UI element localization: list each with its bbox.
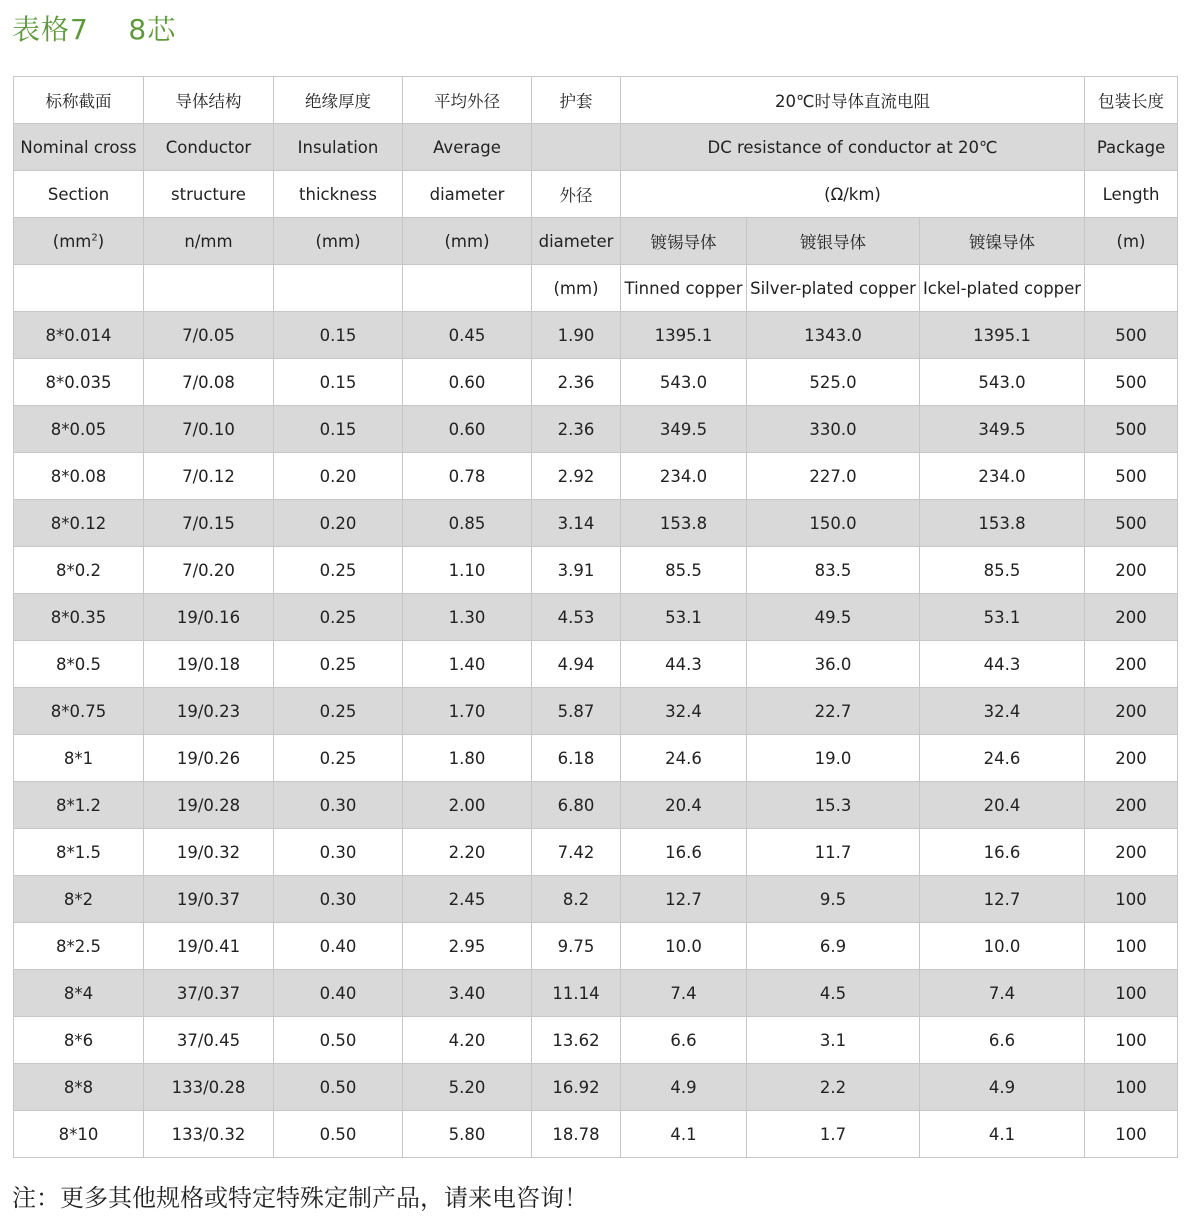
- header-row-sub: [14, 265, 1178, 312]
- table-cell: 1395.1: [621, 312, 747, 359]
- table-cell: 11.14: [532, 970, 621, 1017]
- table-cell: 7/0.05: [144, 312, 274, 359]
- table-cell: 7/0.15: [144, 500, 274, 547]
- table-cell: 3.91: [532, 547, 621, 594]
- header-cell: Ickel-plated copper: [920, 265, 1085, 312]
- header-row-unit: [14, 218, 1178, 265]
- table-cell: 19/0.18: [144, 641, 274, 688]
- table-cell: 200: [1085, 829, 1178, 876]
- table-cell: 8.2: [532, 876, 621, 923]
- header-cell: Section: [14, 171, 144, 218]
- table-cell: 8*0.05: [14, 406, 144, 453]
- table-row: [14, 829, 1178, 876]
- table-cell: 18.78: [532, 1111, 621, 1158]
- table-cell: 100: [1085, 923, 1178, 970]
- header-cell: 平均外径: [403, 77, 532, 124]
- table-cell: 19/0.23: [144, 688, 274, 735]
- table-row: [14, 359, 1178, 406]
- table-cell: 330.0: [747, 406, 920, 453]
- header-cell: (Ω/km): [621, 171, 1085, 218]
- table-cell: 19/0.28: [144, 782, 274, 829]
- table-cell: 53.1: [920, 594, 1085, 641]
- table-cell: 0.15: [274, 312, 403, 359]
- table-cell: 153.8: [920, 500, 1085, 547]
- table-cell: 4.20: [403, 1017, 532, 1064]
- table-cell: 3.40: [403, 970, 532, 1017]
- table-cell: 19/0.41: [144, 923, 274, 970]
- header-cell: diameter: [532, 218, 621, 265]
- table-cell: 153.8: [621, 500, 747, 547]
- table-cell: 4.9: [920, 1064, 1085, 1111]
- table-cell: 15.3: [747, 782, 920, 829]
- table-cell: 8*1.5: [14, 829, 144, 876]
- table-cell: 9.75: [532, 923, 621, 970]
- table-cell: 2.36: [532, 359, 621, 406]
- table-cell: 234.0: [920, 453, 1085, 500]
- table-cell: 234.0: [621, 453, 747, 500]
- table-cell: 8*2.5: [14, 923, 144, 970]
- unit-superscript: 2: [91, 232, 98, 243]
- table-cell: 0.25: [274, 594, 403, 641]
- page-title: 表格7 8芯: [12, 13, 177, 46]
- table-cell: 8*0.5: [14, 641, 144, 688]
- table-cell: 8*1: [14, 735, 144, 782]
- table-row: [14, 970, 1178, 1017]
- table-cell: 8*0.08: [14, 453, 144, 500]
- table-cell: 1343.0: [747, 312, 920, 359]
- table-cell: 10.0: [621, 923, 747, 970]
- header-cell: Tinned copper: [621, 265, 747, 312]
- table-cell: 100: [1085, 1017, 1178, 1064]
- header-cell: [403, 265, 532, 312]
- table-cell: 53.1: [621, 594, 747, 641]
- header-cell: Length: [1085, 171, 1178, 218]
- table-cell: 0.60: [403, 359, 532, 406]
- table-row: [14, 594, 1178, 641]
- table-cell: 4.53: [532, 594, 621, 641]
- table-cell: 2.45: [403, 876, 532, 923]
- table-cell: 7/0.20: [144, 547, 274, 594]
- table-cell: 5.87: [532, 688, 621, 735]
- header-cell: [144, 265, 274, 312]
- table-cell: 0.30: [274, 876, 403, 923]
- header-cell: [14, 265, 144, 312]
- table-row: [14, 782, 1178, 829]
- table-cell: 500: [1085, 500, 1178, 547]
- table-row: [14, 876, 1178, 923]
- table-cell: 6.6: [621, 1017, 747, 1064]
- table-cell: 0.60: [403, 406, 532, 453]
- table-cell: 3.14: [532, 500, 621, 547]
- table-cell: 2.36: [532, 406, 621, 453]
- table-cell: 4.9: [621, 1064, 747, 1111]
- table-cell: 1.40: [403, 641, 532, 688]
- table-cell: 200: [1085, 735, 1178, 782]
- table-cell: 2.2: [747, 1064, 920, 1111]
- table-cell: 0.40: [274, 923, 403, 970]
- table-cell: 200: [1085, 547, 1178, 594]
- header-cell: (m): [1085, 218, 1178, 265]
- table-cell: 200: [1085, 641, 1178, 688]
- table-cell: 83.5: [747, 547, 920, 594]
- header-cell: thickness: [274, 171, 403, 218]
- table-cell: 7/0.12: [144, 453, 274, 500]
- header-cell: 镀镍导体: [920, 218, 1085, 265]
- table-cell: 7.4: [920, 970, 1085, 1017]
- table-cell: 227.0: [747, 453, 920, 500]
- table-cell: 0.20: [274, 500, 403, 547]
- table-cell: 24.6: [920, 735, 1085, 782]
- table-cell: 133/0.28: [144, 1064, 274, 1111]
- table-cell: 37/0.45: [144, 1017, 274, 1064]
- table-cell: 0.78: [403, 453, 532, 500]
- header-cell: 外径: [532, 171, 621, 218]
- header-cell: Insulation: [274, 124, 403, 171]
- table-row: [14, 735, 1178, 782]
- header-cell: DC resistance of conductor at 20℃: [621, 124, 1085, 171]
- table-cell: 8*0.35: [14, 594, 144, 641]
- table-cell: 0.15: [274, 406, 403, 453]
- table-cell: 16.6: [621, 829, 747, 876]
- table-cell: 4.5: [747, 970, 920, 1017]
- table-cell: 100: [1085, 970, 1178, 1017]
- table-cell: 0.45: [403, 312, 532, 359]
- table-cell: 200: [1085, 782, 1178, 829]
- header-cell: 绝缘厚度: [274, 77, 403, 124]
- table-cell: 150.0: [747, 500, 920, 547]
- table-cell: 0.50: [274, 1064, 403, 1111]
- table-cell: 4.94: [532, 641, 621, 688]
- header-cell: n/mm: [144, 218, 274, 265]
- table-cell: 6.80: [532, 782, 621, 829]
- table-cell: 1.80: [403, 735, 532, 782]
- table-cell: 7.4: [621, 970, 747, 1017]
- table-cell: 8*0.2: [14, 547, 144, 594]
- header-cell: [274, 265, 403, 312]
- header-cell: Silver-plated copper: [747, 265, 920, 312]
- table-cell: 8*4: [14, 970, 144, 1017]
- table-cell: 22.7: [747, 688, 920, 735]
- table-cell: 1.70: [403, 688, 532, 735]
- unit-text: (mm: [52, 231, 92, 251]
- table-cell: 0.40: [274, 970, 403, 1017]
- table-row: [14, 406, 1178, 453]
- table-row: [14, 1064, 1178, 1111]
- table-cell: 0.15: [274, 359, 403, 406]
- table-cell: 8*1.2: [14, 782, 144, 829]
- header-cell: [1085, 265, 1178, 312]
- table-cell: 13.62: [532, 1017, 621, 1064]
- table-cell: 3.1: [747, 1017, 920, 1064]
- header-row-en2: [14, 171, 1178, 218]
- header-cell: structure: [144, 171, 274, 218]
- table-cell: 8*6: [14, 1017, 144, 1064]
- table-row: [14, 453, 1178, 500]
- table-row: [14, 500, 1178, 547]
- table-cell: 7/0.10: [144, 406, 274, 453]
- table-cell: 349.5: [920, 406, 1085, 453]
- header-cell: (mm): [532, 265, 621, 312]
- table-cell: 200: [1085, 688, 1178, 735]
- header-row-en1: [14, 124, 1178, 171]
- table-cell: 9.5: [747, 876, 920, 923]
- header-cell: 包装长度: [1085, 77, 1178, 124]
- table-cell: 2.20: [403, 829, 532, 876]
- table-cell: 16.6: [920, 829, 1085, 876]
- table-row: [14, 688, 1178, 735]
- table-cell: 100: [1085, 1111, 1178, 1158]
- table-cell: 8*0.75: [14, 688, 144, 735]
- table-row: [14, 547, 1178, 594]
- table-cell: 349.5: [621, 406, 747, 453]
- table-cell: 44.3: [621, 641, 747, 688]
- table-cell: 8*8: [14, 1064, 144, 1111]
- table-cell: 8*10: [14, 1111, 144, 1158]
- table-cell: 85.5: [920, 547, 1085, 594]
- table-cell: 19.0: [747, 735, 920, 782]
- table-cell: 7.42: [532, 829, 621, 876]
- table-cell: 100: [1085, 1064, 1178, 1111]
- table-cell: 0.25: [274, 547, 403, 594]
- table-cell: 1.10: [403, 547, 532, 594]
- table-cell: 8*0.014: [14, 312, 144, 359]
- table-cell: 500: [1085, 312, 1178, 359]
- table-cell: 5.80: [403, 1111, 532, 1158]
- table-cell: 8*0.035: [14, 359, 144, 406]
- header-cell: 20℃时导体直流电阻: [621, 77, 1085, 124]
- table-cell: 0.85: [403, 500, 532, 547]
- table-cell: 0.25: [274, 735, 403, 782]
- table-cell: 32.4: [621, 688, 747, 735]
- header-cell: (mm): [274, 218, 403, 265]
- table-cell: 500: [1085, 359, 1178, 406]
- table-cell: 200: [1085, 594, 1178, 641]
- table-cell: 37/0.37: [144, 970, 274, 1017]
- table-cell: 36.0: [747, 641, 920, 688]
- table-row: [14, 923, 1178, 970]
- table-cell: 20.4: [920, 782, 1085, 829]
- table-row: [14, 1017, 1178, 1064]
- table-cell: 6.18: [532, 735, 621, 782]
- header-cell: 标称截面: [14, 77, 144, 124]
- table-cell: 6.6: [920, 1017, 1085, 1064]
- table-row: [14, 1111, 1178, 1158]
- header-cell: diameter: [403, 171, 532, 218]
- unit-close: ): [97, 231, 105, 251]
- table-cell: 32.4: [920, 688, 1085, 735]
- table-cell: 1.90: [532, 312, 621, 359]
- table-cell: 11.7: [747, 829, 920, 876]
- header-row-cn: [14, 77, 1178, 124]
- table-cell: 2.00: [403, 782, 532, 829]
- table-cell: 0.50: [274, 1111, 403, 1158]
- table-cell: 500: [1085, 406, 1178, 453]
- footnote: 注：更多其他规格或特定特殊定制产品，请来电咨询！: [12, 1184, 588, 1212]
- table-cell: 24.6: [621, 735, 747, 782]
- header-cell: Average: [403, 124, 532, 171]
- table-cell: 1395.1: [920, 312, 1085, 359]
- table-cell: 19/0.32: [144, 829, 274, 876]
- table-cell: 12.7: [621, 876, 747, 923]
- header-cell: Package: [1085, 124, 1178, 171]
- table-cell: 2.95: [403, 923, 532, 970]
- table-cell: 8*2: [14, 876, 144, 923]
- table-cell: 4.1: [621, 1111, 747, 1158]
- table-cell: 0.30: [274, 829, 403, 876]
- table-cell: 19/0.16: [144, 594, 274, 641]
- table-cell: 20.4: [621, 782, 747, 829]
- header-cell: 镀锡导体: [621, 218, 747, 265]
- table-cell: 543.0: [920, 359, 1085, 406]
- header-cell: [532, 124, 621, 171]
- table-cell: 0.20: [274, 453, 403, 500]
- table-cell: 7/0.08: [144, 359, 274, 406]
- table-cell: 6.9: [747, 923, 920, 970]
- spec-table: [13, 76, 1178, 1158]
- table-cell: 12.7: [920, 876, 1085, 923]
- header-cell: [14, 218, 144, 265]
- table-cell: 19/0.37: [144, 876, 274, 923]
- table-cell: 10.0: [920, 923, 1085, 970]
- table-cell: 49.5: [747, 594, 920, 641]
- table-cell: 19/0.26: [144, 735, 274, 782]
- table-cell: 100: [1085, 876, 1178, 923]
- header-cell: (mm): [403, 218, 532, 265]
- header-cell: Nominal cross: [14, 124, 144, 171]
- table-cell: 0.50: [274, 1017, 403, 1064]
- table-cell: 0.25: [274, 641, 403, 688]
- table-cell: 85.5: [621, 547, 747, 594]
- table-cell: 2.92: [532, 453, 621, 500]
- table-cell: 5.20: [403, 1064, 532, 1111]
- table-cell: 0.25: [274, 688, 403, 735]
- table-row: [14, 641, 1178, 688]
- table-cell: 8*0.12: [14, 500, 144, 547]
- table-cell: 44.3: [920, 641, 1085, 688]
- header-cell: 镀银导体: [747, 218, 920, 265]
- table-cell: 543.0: [621, 359, 747, 406]
- header-cell: Conductor: [144, 124, 274, 171]
- table-cell: 525.0: [747, 359, 920, 406]
- table-row: [14, 312, 1178, 359]
- table-cell: 4.1: [920, 1111, 1085, 1158]
- header-cell: 导体结构: [144, 77, 274, 124]
- table-cell: 0.30: [274, 782, 403, 829]
- table-cell: 16.92: [532, 1064, 621, 1111]
- table-cell: 133/0.32: [144, 1111, 274, 1158]
- header-cell: 护套: [532, 77, 621, 124]
- table-cell: 500: [1085, 453, 1178, 500]
- table-cell: 1.30: [403, 594, 532, 641]
- table-cell: 1.7: [747, 1111, 920, 1158]
